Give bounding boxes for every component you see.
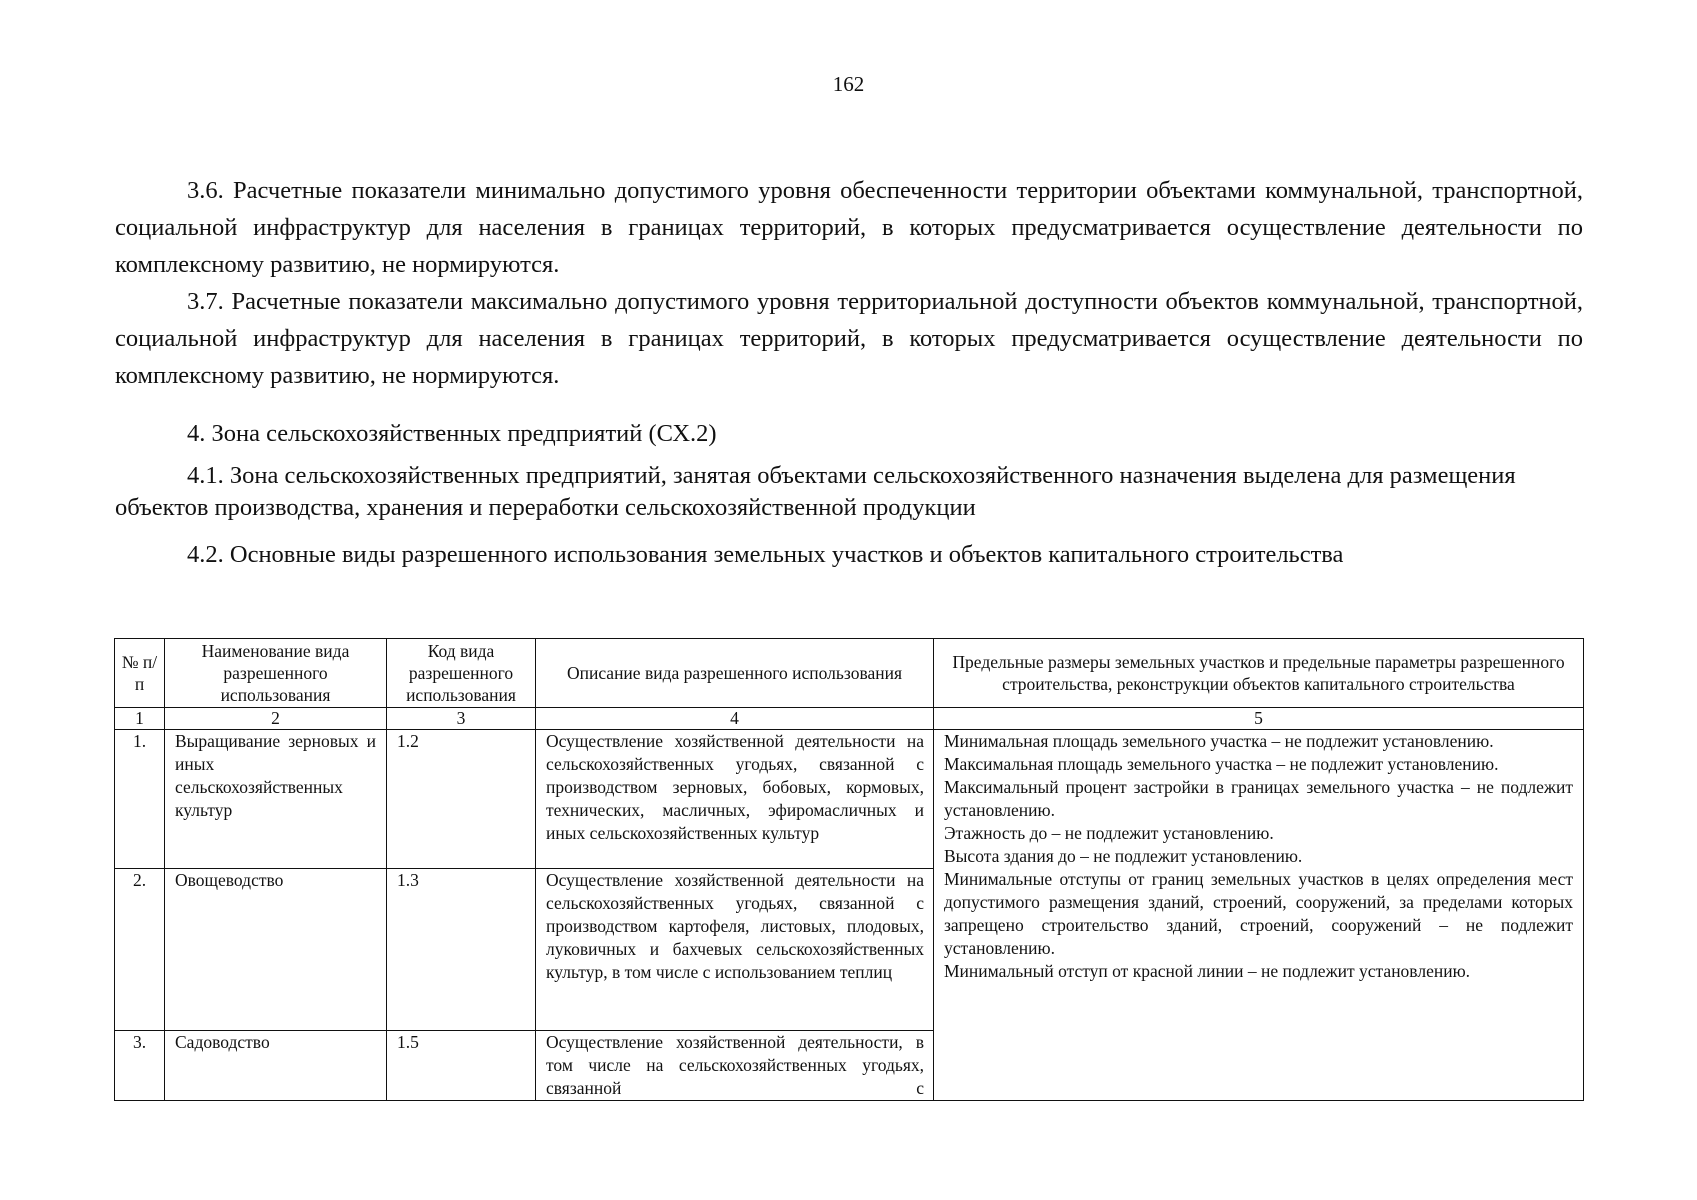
use-description: Осуществление хозяйственной деятельности, в том числе на сельскохозяйственных угодьях, связанной с bbox=[536, 1031, 934, 1101]
param-line: Высота здания до – не подлежит установлению. bbox=[944, 846, 1303, 866]
column-number: 2 bbox=[165, 708, 387, 730]
column-number-row bbox=[115, 708, 1584, 730]
paragraph-3-7: 3.7. Расчетные показатели максимально допустимого уровня территориальной доступности объектов коммунальной, транспортной, социальной инфраструктур для населения в границах территорий, в которых предусматривается осуществление деятельности по комплексному развитию, не нормируются. bbox=[115, 288, 1583, 389]
land-use-table bbox=[114, 638, 1584, 1101]
table-row bbox=[115, 730, 1584, 869]
parameters-cell bbox=[934, 730, 1584, 1101]
param-line: Минимальная площадь земельного участка – не подлежит установлению. bbox=[944, 731, 1494, 751]
use-name: Садоводство bbox=[165, 1031, 387, 1101]
use-description: Осуществление хозяйственной деятельности на сельскохозяйственных угодьях, связанной с производством картофеля, листовых, плодовых, луковичных и бахчевых сельскохозяйственных культур, в том числе с использованием теплиц bbox=[536, 869, 934, 1031]
table-header-row bbox=[115, 639, 1584, 708]
header-name: Наименование вида разрешенного использования bbox=[165, 639, 387, 708]
use-code: 1.2 bbox=[387, 730, 536, 869]
use-description: Осуществление хозяйственной деятельности на сельскохозяйственных угодьях, связанной с производством зерновых, бобовых, кормовых, технических, масличных, эфиромасличных и иных сельскохозяйственных культур bbox=[536, 730, 934, 869]
column-number: 3 bbox=[387, 708, 536, 730]
section-heading-4: 4. Зона сельскохозяйственных предприятий (СХ.2) bbox=[187, 420, 717, 447]
paragraph-3-6: 3.6. Расчетные показатели минимально допустимого уровня обеспеченности территории объектами коммунальной, транспортной, социальной инфраструктур для населения в границах территорий, в которых предусматривается осуществление деятельности по комплексному развитию, не нормируются. bbox=[115, 177, 1583, 278]
use-code: 1.5 bbox=[387, 1031, 536, 1101]
header-description: Описание вида разрешенного использования bbox=[536, 639, 934, 708]
row-number: 3. bbox=[115, 1031, 165, 1101]
param-line: Этажность до – не подлежит установлению. bbox=[944, 823, 1274, 843]
param-line: Максимальная площадь земельного участка – не подлежит установлению. bbox=[944, 754, 1499, 774]
row-number: 1. bbox=[115, 730, 165, 869]
header-number: № п/п bbox=[115, 639, 165, 708]
header-code: Код вида разрешенного использования bbox=[387, 639, 536, 708]
paragraph-4-2: 4.2. Основные виды разрешенного использования земельных участков и объектов капитального строительства bbox=[187, 541, 1344, 568]
paragraph-4-1: 4.1. Зона сельскохозяйственных предприятий, занятая объектами сельскохозяйственного назначения выделена для размещения объектов производства, хранения и переработки сельскохозяйственной продукции bbox=[115, 462, 1516, 521]
param-line: Минимальные отступы от границ земельных участков в целях определения мест допустимого размещения зданий, строений, сооружений, за пределами которых запрещено строительство зданий, строений, сооружений – не подлежит установлению. bbox=[944, 869, 1573, 958]
column-number: 4 bbox=[536, 708, 934, 730]
row-number: 2. bbox=[115, 869, 165, 1031]
column-number: 1 bbox=[115, 708, 165, 730]
column-number: 5 bbox=[934, 708, 1584, 730]
param-line: Максимальный процент застройки в границах земельного участка – не подлежит установлению. bbox=[944, 777, 1573, 820]
use-name: Выращивание зерновых и иных сельскохозяйственных культур bbox=[165, 730, 387, 869]
header-params: Предельные размеры земельных участков и предельные параметры разрешенного строительства, реконструкции объектов капитального строительства bbox=[934, 639, 1584, 708]
use-name: Овощеводство bbox=[165, 869, 387, 1031]
use-code: 1.3 bbox=[387, 869, 536, 1031]
document-body bbox=[115, 172, 1583, 573]
param-line: Минимальный отступ от красной линии – не подлежит установлению. bbox=[944, 961, 1471, 981]
page-number: 162 bbox=[832, 72, 865, 96]
